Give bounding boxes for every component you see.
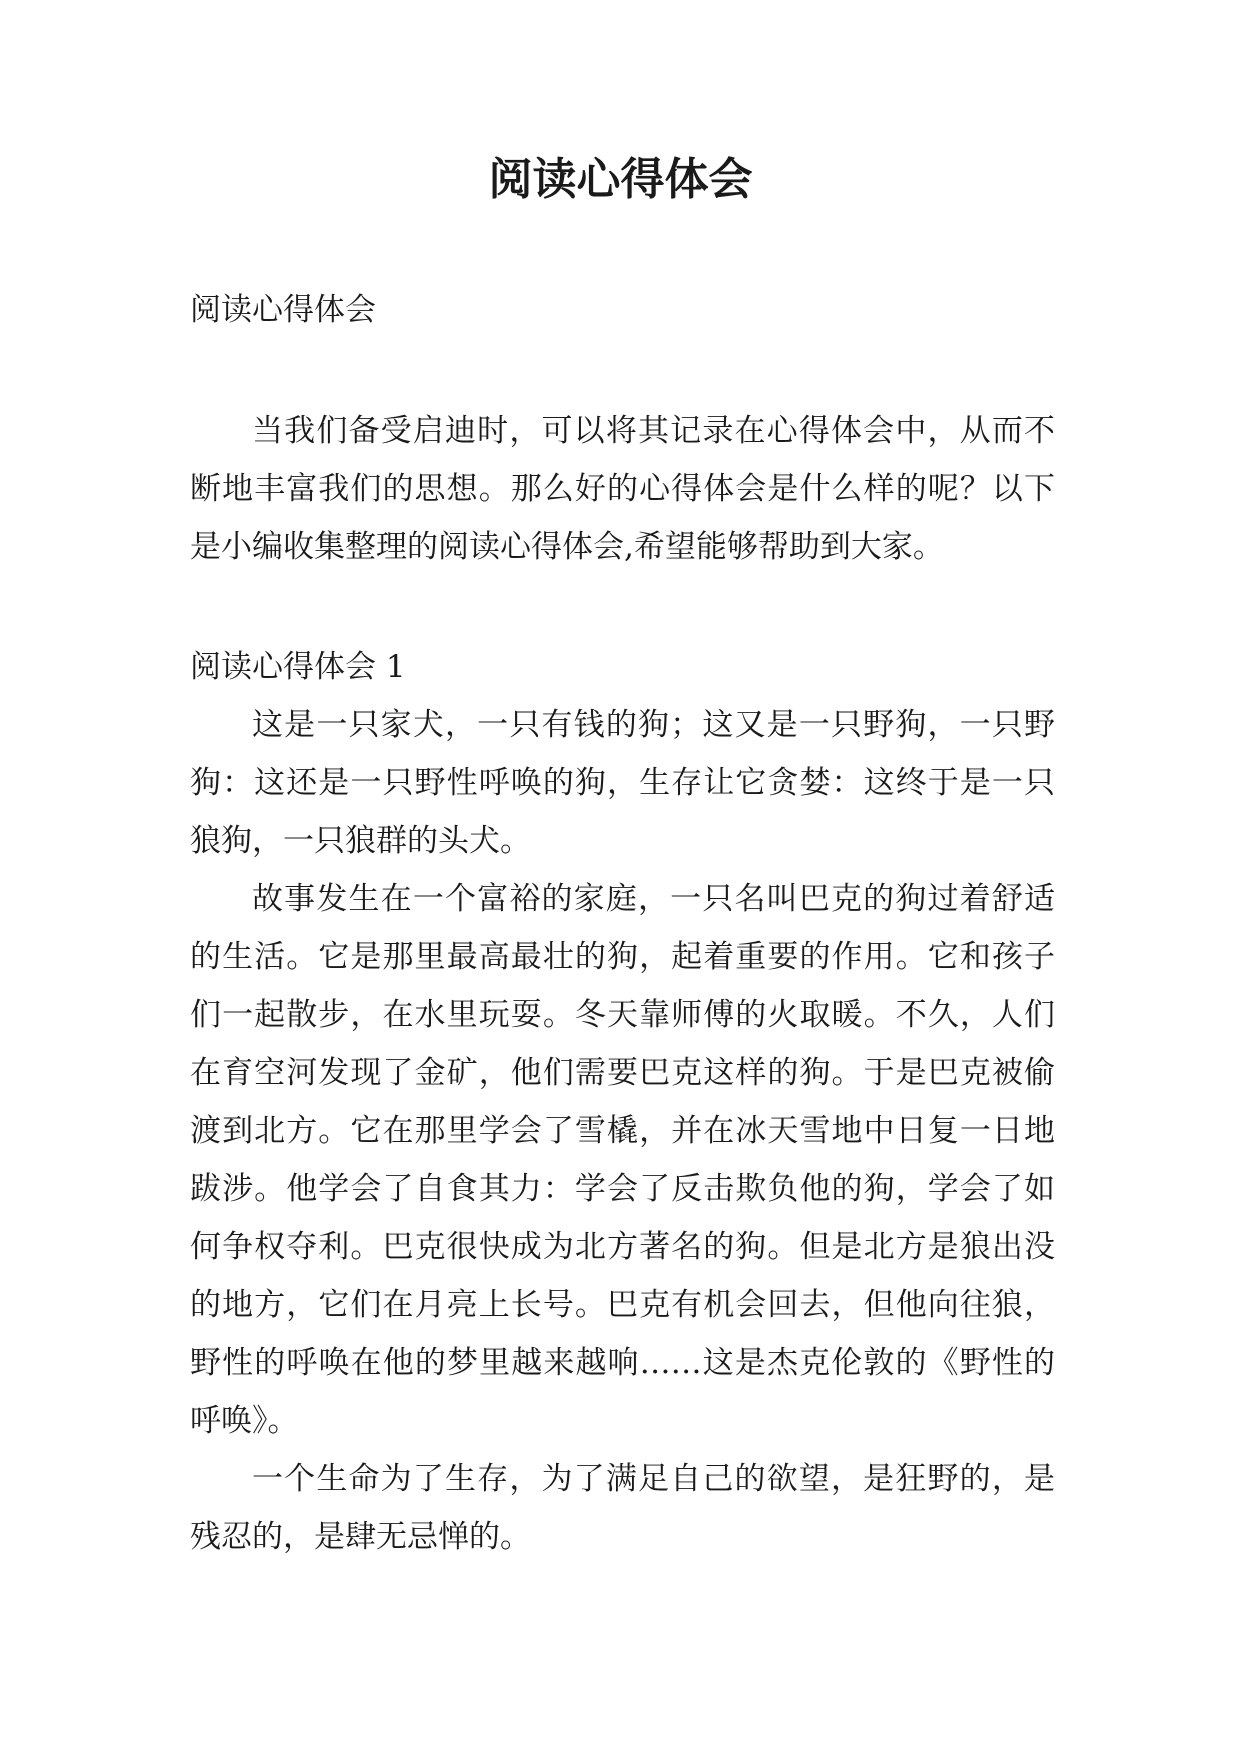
section-paragraph: 这是一只家犬，一只有钱的狗；这又是一只野狗，一只野狗：这还是一只野性呼唤的狗，生存让它贪婪：这终于是一只狼狗，一只狼群的头犬。 <box>190 707 1055 859</box>
section-heading: 阅读心得体会 1 <box>190 649 406 685</box>
section-paragraph: 一个生命为了生存，为了满足自己的欲望，是狂野的，是残忍的，是肆无忌惮的。 <box>190 1461 1055 1555</box>
document-subtitle: 阅读心得体会 <box>190 292 376 328</box>
intro-block <box>190 402 1055 576</box>
document-title: 阅读心得体会 <box>488 154 753 205</box>
section-1 <box>190 638 1055 1566</box>
intro-paragraph: 当我们备受启迪时，可以将其记录在心得体会中，从而不断地丰富我们的思想。那么好的心得体会是什么样的呢？以下是小编收集整理的阅读心得体会,希望能够帮助到大家。 <box>190 413 1055 565</box>
section-paragraph: 故事发生在一个富裕的家庭，一只名叫巴克的狗过着舒适的生活。它是那里最高最壮的狗，起着重要的作用。它和孩子们一起散步，在水里玩耍。冬天靠师傅的火取暖。不久，人们在育空河发现了金矿，他们需要巴克这样的狗。于是巴克被偷渡到北方。它在那里学会了雪橇，并在冰天雪地中日复一日地跋涉。他学会了自食其力：学会了反击欺负他的狗，学会了如何争权夺利。巴克很快成为北方著名的狗。但是北方是狼出没的地方，它们在月亮上长号。巴克有机会回去，但他向往狼，野性的呼唤在他的梦里越来越响……这是杰克伦敦的《野性的呼唤》。 <box>190 881 1055 1439</box>
